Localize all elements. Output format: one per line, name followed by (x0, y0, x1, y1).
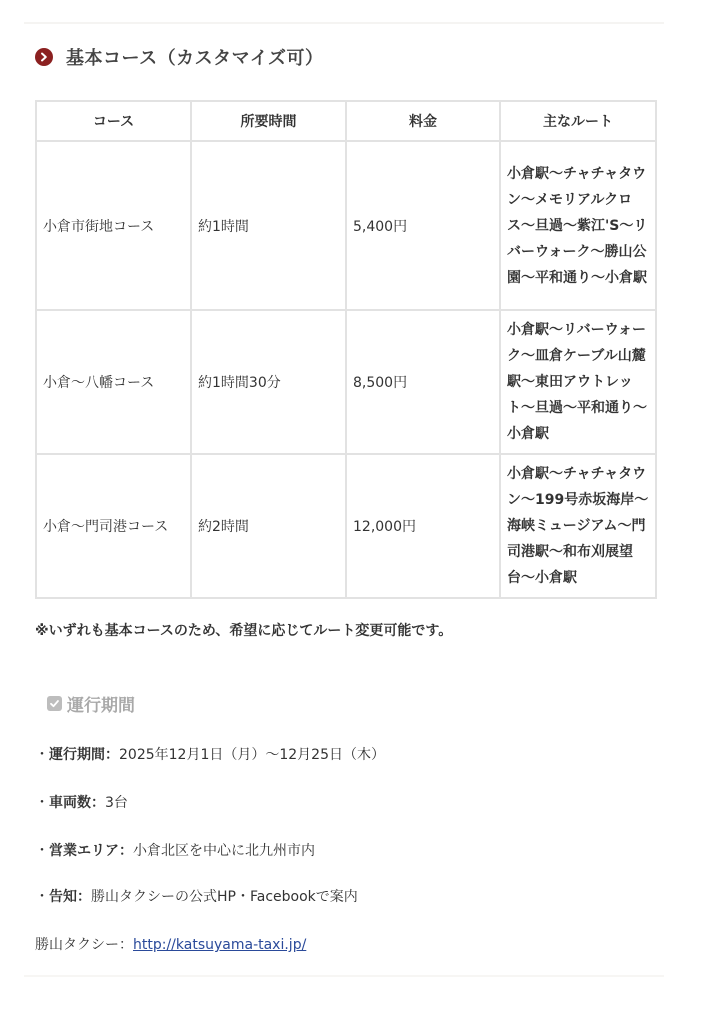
course-duration: 約1時間 (192, 142, 347, 311)
section-heading (35, 44, 324, 70)
info-label: 告知 (49, 889, 77, 905)
course-name: 小倉市街地コース (37, 142, 192, 311)
course-price: 12,000円 (347, 455, 501, 599)
course-price: 8,500円 (347, 311, 501, 455)
checkbox-icon (47, 696, 62, 711)
info-item-period (35, 744, 385, 764)
info-bullet: ・ (35, 843, 49, 859)
course-route: 小倉駅〜チャチャタウン〜199号赤坂海岸〜海峡ミュージアム〜門司港駅〜和布刈展望台〜小倉駅 (501, 455, 657, 599)
header-course: コース (37, 102, 192, 142)
contact-label: 勝山タクシー： (35, 937, 133, 953)
contact-line (35, 934, 306, 954)
info-label: 車両数 (49, 795, 91, 811)
info-label: 営業エリア (49, 843, 119, 859)
bottom-divider (24, 975, 664, 977)
info-separator: ： (105, 747, 119, 763)
table-row (37, 455, 657, 599)
info-value: 小倉北区を中心に北九州市内 (133, 843, 315, 859)
info-value: 3台 (105, 795, 128, 811)
header-price: 料金 (347, 102, 501, 142)
info-value: 2025年12月1日（月）〜12月25日（木） (119, 747, 385, 763)
info-bullet: ・ (35, 889, 49, 905)
course-duration: 約1時間30分 (192, 311, 347, 455)
course-table (35, 100, 657, 599)
course-name: 小倉〜八幡コース (37, 311, 192, 455)
chevron-right-icon (35, 48, 53, 66)
course-route: 小倉駅〜チャチャタウン〜メモリアルクロス〜旦過〜紫江'S〜リバーウォーク〜勝山公園〜平和通り〜小倉駅 (501, 142, 657, 311)
header-route: 主なルート (501, 102, 657, 142)
website-link[interactable]: http://katsuyama-taxi.jp/ (133, 937, 307, 953)
info-bullet: ・ (35, 747, 49, 763)
table-row (37, 311, 657, 455)
info-separator: ： (91, 795, 105, 811)
section-title: 基本コース（カスタマイズ可） (66, 48, 324, 69)
info-value: 勝山タクシーの公式HP・Facebookで案内 (91, 889, 358, 905)
top-divider (24, 22, 664, 24)
course-name: 小倉〜門司港コース (37, 455, 192, 599)
info-item-area (35, 840, 315, 860)
course-duration: 約2時間 (192, 455, 347, 599)
period-heading (47, 691, 135, 716)
info-item-notice (35, 886, 358, 906)
route-note: ※いずれも基本コースのため、希望に応じてルート変更可能です。 (35, 623, 453, 639)
info-separator: ： (77, 889, 91, 905)
info-item-vehicles (35, 792, 128, 812)
header-duration: 所要時間 (192, 102, 347, 142)
info-label: 運行期間 (49, 747, 105, 763)
table-header-row (37, 102, 657, 142)
course-price: 5,400円 (347, 142, 501, 311)
table-row (37, 142, 657, 311)
info-separator: ： (119, 843, 133, 859)
info-bullet: ・ (35, 795, 49, 811)
course-route: 小倉駅〜リバーウォーク〜皿倉ケーブル山麓駅〜東田アウトレット〜旦過〜平和通り〜小倉駅 (501, 311, 657, 455)
period-title: 運行期間 (67, 696, 135, 716)
